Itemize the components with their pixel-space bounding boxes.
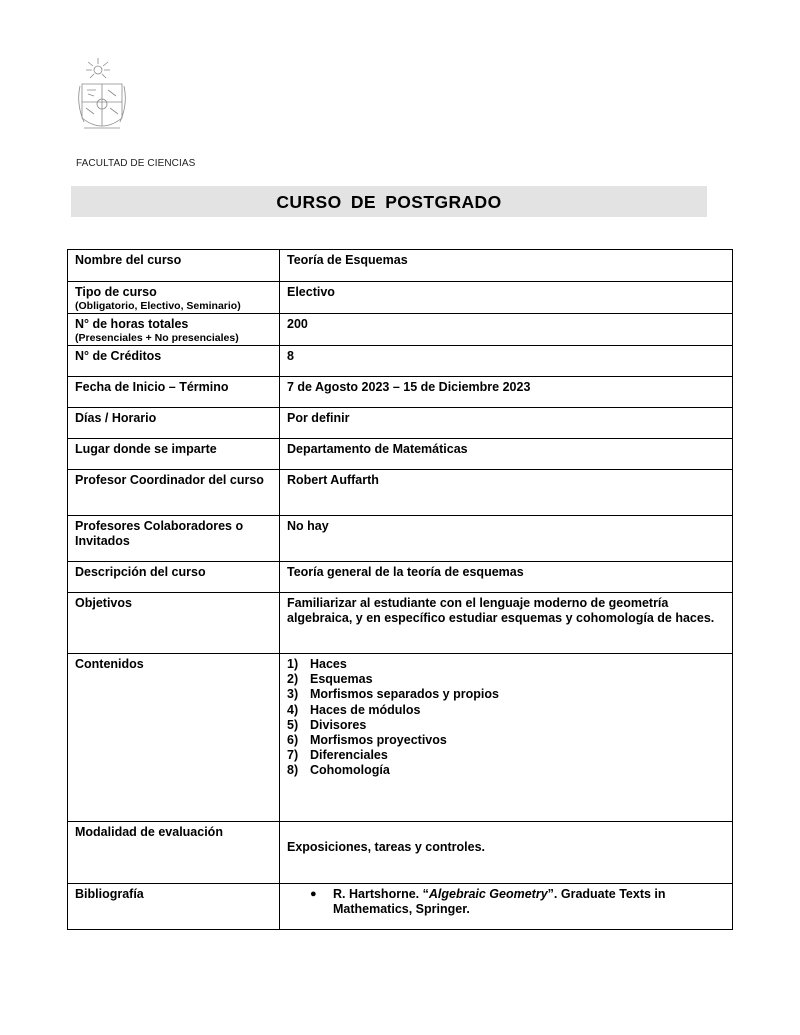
list-item: 1) Haces	[287, 657, 347, 671]
row-objetivos	[68, 593, 733, 654]
label-tipo-sub: (Obligatorio, Electivo, Seminario)	[75, 300, 241, 312]
course-info-table	[67, 249, 733, 930]
row-profesor	[68, 470, 733, 516]
label-nombre: Nombre del curso	[68, 250, 280, 282]
label-creditos: N° de Créditos	[68, 346, 280, 377]
book-title: Algebraic Geometry	[428, 887, 548, 901]
row-tipo	[68, 282, 733, 314]
list-item: 6) Morfismos proyectivos	[287, 733, 447, 748]
row-evaluacion	[68, 822, 733, 884]
list-item: 2) Esquemas	[287, 672, 373, 687]
value-bibliografia	[280, 884, 733, 930]
label-profesor: Profesor Coordinador del curso	[68, 470, 280, 516]
value-objetivos: Familiarizar al estudiante con el lenguaje moderno de geometría algebraica, y en específico estudiar esquemas y cohomología de haces.	[280, 593, 733, 654]
label-horas-main: N° de horas totales	[75, 317, 189, 331]
value-creditos: 8	[280, 346, 733, 377]
label-objetivos: Objetivos	[68, 593, 280, 654]
label-evaluacion: Modalidad de evaluación	[68, 822, 280, 884]
list-item: 8) Cohomología	[287, 763, 390, 778]
label-colaboradores: Profesores Colaboradores o Invitados	[68, 516, 280, 562]
page-title: CURSO DE POSTGRADO	[276, 192, 502, 212]
list-item: 3) Morfismos separados y propios	[287, 687, 499, 702]
row-descripcion	[68, 562, 733, 593]
value-evaluacion	[280, 822, 733, 884]
label-lugar: Lugar donde se imparte	[68, 439, 280, 470]
label-contenidos: Contenidos	[68, 654, 280, 822]
title-banner	[71, 186, 707, 217]
bibliography-text: R. Hartshorne. “Algebraic Geometry”. Graduate Texts in Mathematics, Springer.	[333, 887, 666, 916]
row-creditos	[68, 346, 733, 377]
value-dias: Por definir	[280, 408, 733, 439]
value-tipo: Electivo	[280, 282, 733, 314]
value-fecha: 7 de Agosto 2023 – 15 de Diciembre 2023	[280, 377, 733, 408]
list-item: 7) Diferenciales	[287, 748, 388, 763]
value-colaboradores: No hay	[280, 516, 733, 562]
value-contenidos	[280, 654, 733, 822]
row-lugar	[68, 439, 733, 470]
row-horas	[68, 314, 733, 346]
label-tipo-main: Tipo de curso	[75, 285, 157, 299]
label-dias: Días / Horario	[68, 408, 280, 439]
label-tipo	[68, 282, 280, 314]
value-lugar: Departamento de Matemáticas	[280, 439, 733, 470]
value-horas: 200	[280, 314, 733, 346]
contents-list	[287, 657, 725, 779]
row-dias	[68, 408, 733, 439]
university-seal-icon	[74, 56, 130, 138]
list-item: 5) Divisores	[287, 717, 367, 732]
row-bibliografia	[68, 884, 733, 930]
label-horas	[68, 314, 280, 346]
label-horas-sub: (Presenciales + No presenciales)	[75, 332, 239, 344]
value-profesor: Robert Auffarth	[280, 470, 733, 516]
label-descripcion: Descripción del curso	[68, 562, 280, 593]
evaluation-text: Exposiciones, tareas y controles.	[287, 840, 485, 854]
bibliography-entry	[287, 887, 725, 917]
faculty-name: FACULTAD DE CIENCIAS	[76, 158, 196, 169]
row-fecha	[68, 377, 733, 408]
row-contenidos	[68, 654, 733, 822]
value-descripcion: Teoría general de la teoría de esquemas	[280, 562, 733, 593]
bullet-icon: ●	[310, 888, 317, 900]
list-item: 4) Haces de módulos	[287, 702, 421, 717]
row-nombre	[68, 250, 733, 282]
label-bibliografia: Bibliografía	[68, 884, 280, 930]
label-fecha: Fecha de Inicio – Término	[68, 377, 280, 408]
row-colaboradores	[68, 516, 733, 562]
value-nombre: Teoría de Esquemas	[280, 250, 733, 282]
